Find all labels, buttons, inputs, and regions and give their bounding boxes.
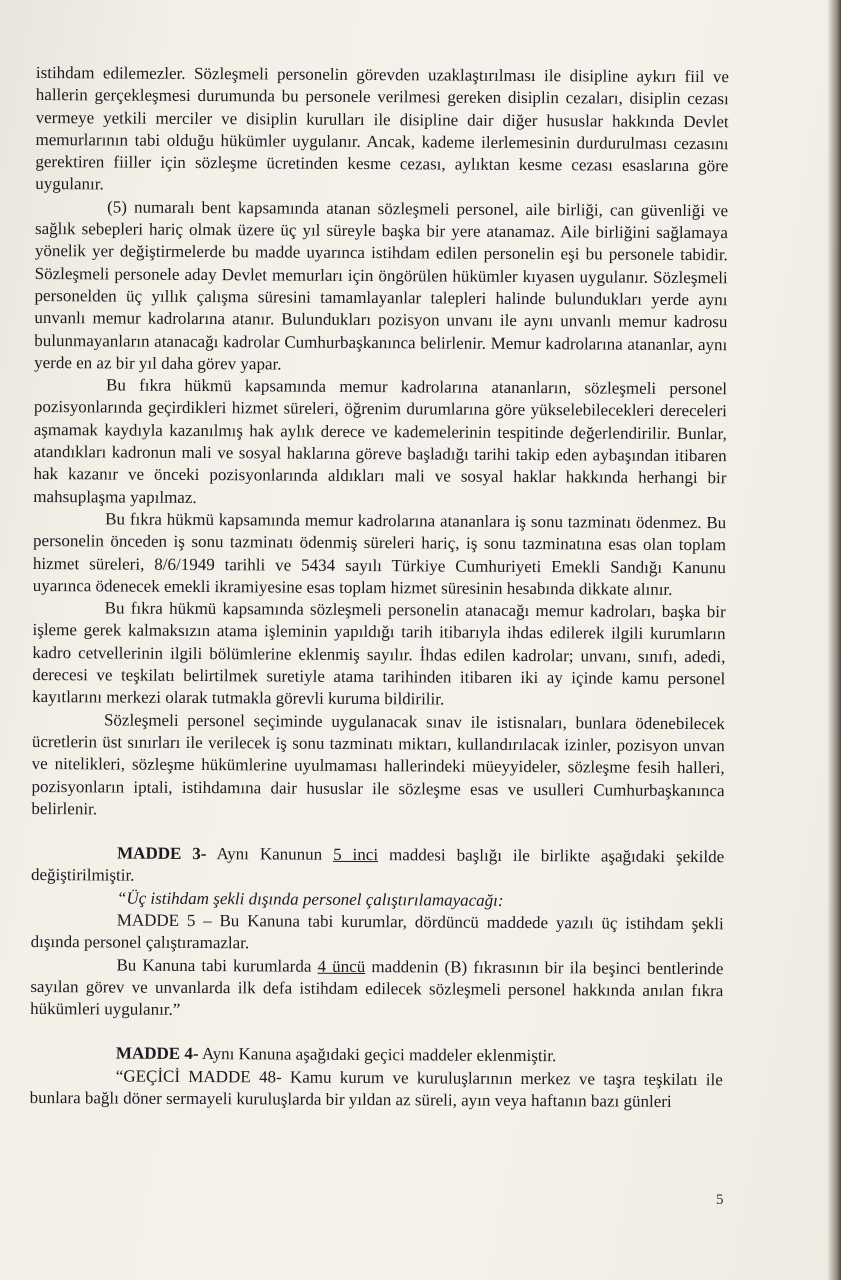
text-segment: Aynı Kanuna aşağıdaki geçici maddeler eklenmiştir. [198, 1044, 557, 1066]
page-edge-shadow [827, 0, 841, 1280]
paragraph-p2 [34, 196, 728, 379]
text-segment: Aynı Kanunun [206, 844, 334, 864]
text-segment: Sözleşmeli personel seçiminde uygulanacak sınav ile istisnaları, bunlara ödenebilecek ücretlerin üst sınırları ile verilecek iş sonu tazminatı miktarı, kullandırılacak izinler, pozisyon unvan ve nitelikleri, sözleşme hükümlerine uyulmaması hallerindeki müeyyideler, sözleşme fesih halleri, pozisyonların iptali, istihdamına dair hususlar ile sözleşme esas ve usulleri Cumhurbaşkanınca belirlenir. [31, 710, 726, 819]
text-segment: “Üç istihdam şekli dışında personel çalıştırılamayacağı: [116, 888, 504, 910]
text-segment: maddenin (B) fıkrasının bir ila beşinci bentlerinde sayılan görev ve unvanlarda ilk defa istihdam edilecek sözleşmeli personel hakkında anılan fıkra hükümleri uygulanır.” [30, 956, 724, 1020]
text-segment: 4 üncü [317, 956, 366, 976]
text-segment: Bu fıkra hükmü kapsamında memur kadrolarına atananlara iş sonu tazminatı ödenmez. Bu personelin önceden iş sonu tazminatı ödenmiş süreleri hariç, iş sonu tazminatına esas olan toplam hizmet süreleri, 8/6/1949 tarihli ve 5434 sayılı Türkiye Cumhuriyeti Emekli Sandığı Kanunu uyarınca ödenecek emekli ikramiyesine esas toplam hizmet süresinin hesabında dikkate alınır. [32, 509, 727, 599]
text-segment: 5 inci [333, 844, 379, 865]
text-segment: MADDE 4- [115, 1043, 199, 1064]
paragraph-p6 [31, 709, 725, 825]
text-segment: Bu fıkra hükmü kapsamında memur kadrolarına atananların, sözleşmeli personel pozisyonlarında geçirdikleri hizmet süreleri, öğrenim durumlarına göre yükselebilecekleri dereceleri aşmamak kaydıyla kazanılmış hak aylık derece ve kademelerinin tespitinde değerlendirilir. Bunlar, atandıkları kadronun mali ve sosyal haklarına göreve başladığı tarihi takip eden aybaşından itibaren hak kazanır ve önceki pozisyonlarında aldıkları mali ve sosyal haklar hakkında herhangi bir mahsuplaşma yapılmaz. [33, 375, 728, 507]
text-segment: (5) numaralı bent kapsamında atanan sözleşmeli personel, aile birliği, can güvenliği ve sağlık sebepleri hariç olmak üzere üç yıl süreyle başka bir yere atanamaz. Aile birliğini sağlamaya yönelik yer değiştirmelerde bu madde uyarınca istihdam edilen personelin eşi bu personele tabidir. Sözleşmeli personele aday Devlet memurları için öngörülen hükümler kıyasen uygulanır. Sözleşmeli personelden üç yıllık çalışma süresini tamamlayanlar talepleri halinde bulundukları yerde aynı unvanlı memur kadrolarına atanır. Bulundukları pozisyon unvanı ile aynı unvanlı memur kadrosu bulunmayanların atanacağı kadrolar Cumhurbaşkanınca belirlenir. Memur kadrolarına atananlar, aynı yerde en az bir yıl daha görev yapar. [34, 197, 729, 374]
text-segment: “GEÇİCİ MADDE 48- Kamu kurum ve kuruluşlarının merkez ve taşra teşkilatı ile bunlara bağlı döner sermayeli kuruluşlarda bir yıldan az süreli, ayın veya haftanın bazı günleri [29, 1066, 723, 1111]
document-body [30, 62, 729, 1114]
text-segment: Bu Kanuna tabi kurumlarda [116, 955, 318, 976]
paragraph-p7 [31, 842, 724, 891]
text-segment: MADDE 3- [117, 843, 207, 864]
paragraph-p1 [35, 62, 729, 200]
paragraph-p9 [31, 909, 724, 958]
text-segment: MADDE 5 – Bu Kanuna tabi kurumlar, dördüncü maddede yazılı üç istihdam şekli dışında personel çalıştıramazlar. [30, 910, 724, 953]
paragraph-p3 [33, 374, 727, 512]
text-segment: Bu fıkra hükmü kapsamında sözleşmeli personelin atanacağı memur kadroları, başka bir işleme gerek kalmaksızın atama işleminin yapıldığı tarih itibarıyla ihdas edilerek ilgili kurumların kadro cetvellerinin ilgili bölümlerine eklenmiş sayılır. İhdas edilen kadrolar; unvanı, sınıfı, adedi, derecesi ve teşkilatı belirtilmek suretiyle atama tarihinden itibaren iki ay içinde kamu personel kayıtlarını merkezi olarak tutmakla görevli kuruma bildirilir. [32, 598, 726, 709]
paragraph-p12 [30, 1065, 723, 1114]
paragraph-p4 [33, 508, 727, 601]
page-number: 5 [716, 1192, 724, 1208]
text-segment: maddesi başlığı ile birlikte aşağıdaki şekilde değiştirilmiştir. [30, 845, 725, 886]
paragraph-p5 [32, 597, 726, 713]
paragraph-p10 [30, 954, 723, 1025]
text-segment: istihdam edilemezler. Sözleşmeli personelin görevden uzaklaştırılması ile disipline aykırı fiil ve hallerin gerçekleşmesi durumunda bu personele verilmesi gereken disiplin cezaları, disiplin cezası vermeye yetkili merciler ve disiplin kurulları ile disipline dair diğer hususlar hakkında Devlet memurlarının tabi olduğu hükümler uygulanır. Ancak, kademe ilerlemesinin durdurulması cezasını gerektiren fiiller için sözleşme ücretinden kesme cezası, aylıktan kesme cezası esaslarına göre uygulanır. [35, 62, 729, 194]
